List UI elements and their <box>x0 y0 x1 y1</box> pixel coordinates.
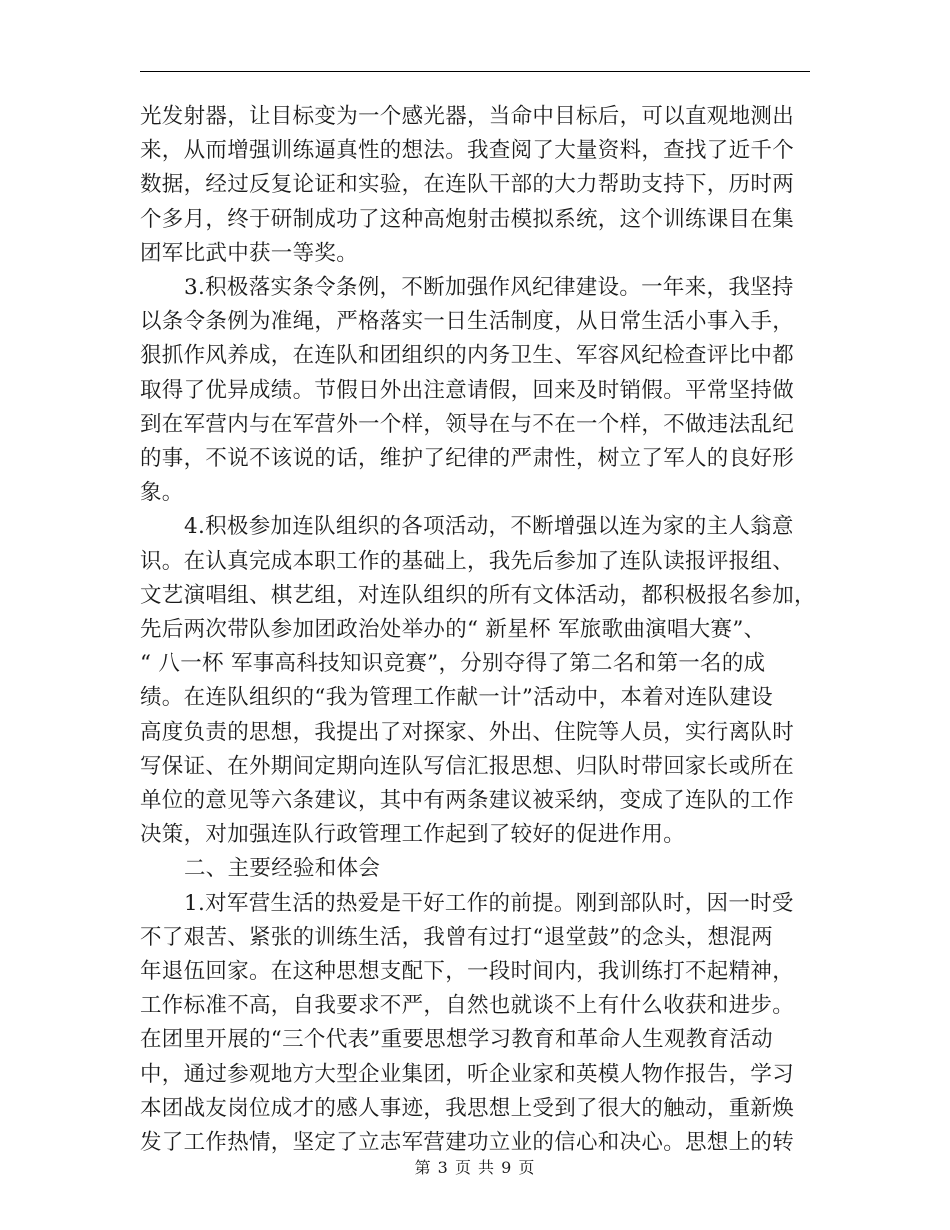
text-line: 不了艰苦、紧张的训练生活，我曾有过打“退堂鼓”的念头，想混两 <box>140 924 773 950</box>
page-number: 第 3 页 共 9 页 <box>414 1158 536 1177</box>
text-line: 识。在认真完成本职工作的基础上，我先后参加了连队读报评报组、 <box>140 548 795 574</box>
text-line: 的事，不说不该说的话，维护了纪律的严肃性，树立了军人的良好形 <box>140 446 795 472</box>
text-line: 单位的意见等六条建议，其中有两条建议被采纳，变成了连队的工作 <box>140 788 795 814</box>
text-line: 到在军营内与在军营外一个样，领导在与不在一个样，不做违法乱纪 <box>140 411 795 437</box>
paragraph-3 <box>140 510 816 852</box>
text-line: 数据，经过反复论证和实验，在连队干部的大力帮助支持下，历时两 <box>140 172 795 198</box>
text-line: 发了工作热情，坚定了立志军营建功立业的信心和决心。思想上的转 <box>140 1130 795 1156</box>
text-line: 3.积极落实条令条例，不断加强作风纪律建设。一年来，我坚持 <box>184 275 794 301</box>
text-line: 取得了优异成绩。节假日外出注意请假，回来及时销假。平常坚持做 <box>140 377 795 403</box>
text-line: 本团战友岗位成才的感人事迹，我思想上受到了很大的触动，重新焕 <box>140 1095 795 1121</box>
text-line: 光发射器，让目标变为一个感光器，当命中目标后，可以直观地测出 <box>140 104 795 129</box>
document-body <box>140 100 816 1160</box>
text-line: 中，通过参观地方大型企业集团，听企业家和英模人物作报告，学习 <box>140 1061 795 1087</box>
text-line: 在团里开展的“三个代表”重要思想学习教育和革命人生观教育活动 <box>140 1027 773 1053</box>
section-heading-text: 二、主要经验和体会 <box>184 856 381 882</box>
text-line: 1.对军营生活的热爱是干好工作的前提。刚到部队时，因一时受 <box>184 890 794 916</box>
text-line: 年退伍回家。在这种思想支配下，一段时间内，我训练打不起精神， <box>140 959 795 985</box>
text-line: 个多月，终于研制成功了这种高炮射击模拟系统，这个训练课目在集 <box>140 206 795 232</box>
page-footer <box>0 1155 950 1178</box>
text-line: 工作标准不高，自我要求不严，自然也就谈不上有什么收获和进步。 <box>140 993 795 1019</box>
text-line: 写保证、在外期间定期向连队写信汇报思想、归队时带回家长或所在 <box>140 753 795 779</box>
text-line: 象。 <box>140 480 184 506</box>
text-line: 以条令条例为准绳，严格落实一日生活制度，从日常生活小事入手， <box>140 309 795 335</box>
paragraph-2 <box>140 271 810 510</box>
text-line: 决策，对加强连队行政管理工作起到了较好的促进作用。 <box>140 822 686 848</box>
text-line: 来，从而增强训练逼真性的想法。我查阅了大量资料，查找了近千个 <box>140 138 795 164</box>
section-heading <box>140 852 810 886</box>
text-line: 文艺演唱组、棋艺组，对连队组织的所有文体活动，都积极报名参加， <box>140 582 816 608</box>
text-line: 绩。在连队组织的“我为管理工作献一计”活动中，本着对连队建设 <box>140 685 773 711</box>
paragraph-1 <box>140 100 810 271</box>
text-line: 狠抓作风养成，在连队和团组织的内务卫生、军容风纪检查评比中都 <box>140 343 795 369</box>
text-line: 先后两次带队参加团政治处举办的“ 新星杯 军旅歌曲演唱大赛”、 <box>140 617 766 643</box>
header-rule <box>140 71 810 72</box>
text-line: 团军比武中获一等奖。 <box>140 240 359 266</box>
text-line: 高度负责的思想，我提出了对探家、外出、住院等人员，实行离队时 <box>140 719 795 745</box>
text-line: 4.积极参加连队组织的各项活动，不断增强以连为家的主人翁意 <box>184 514 794 540</box>
paragraph-5 <box>140 887 810 1161</box>
text-line: “ 八一杯 军事高科技知识竞赛”，分别夺得了第二名和第一名的成 <box>140 651 766 677</box>
